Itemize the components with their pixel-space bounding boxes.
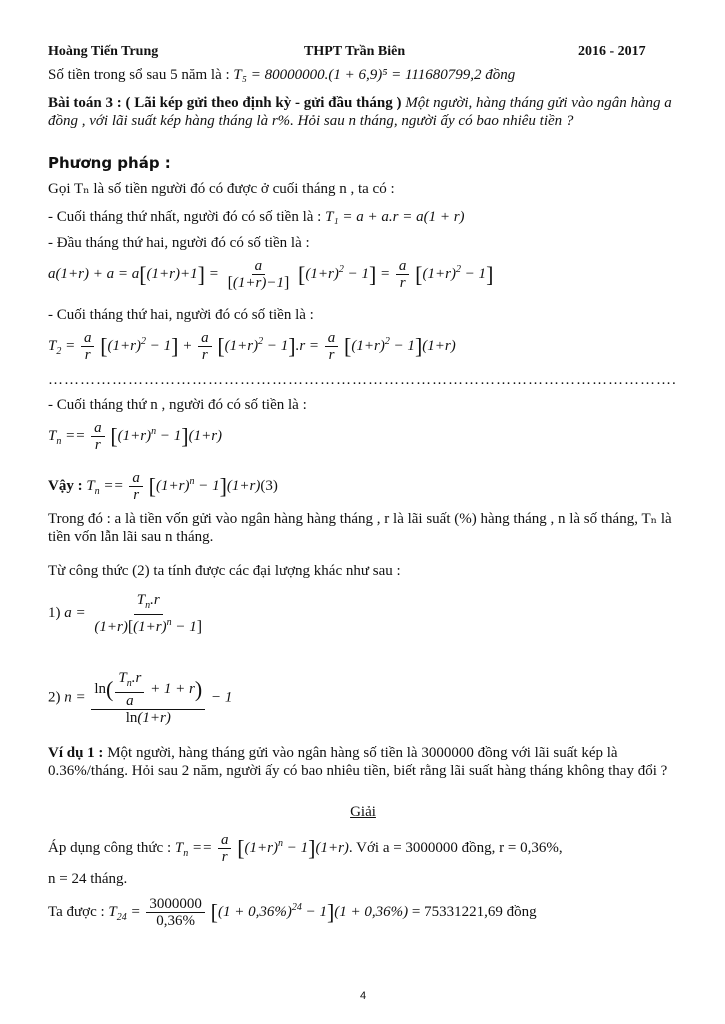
n-value: n = 24 tháng. <box>48 871 128 887</box>
explanation-text: Trong đó : a là tiền vốn gửi vào ngân hàng hàng tháng , r là lãi suất (%) hàng tháng , n là số tháng, Tₙ là tiền vốn lẫn lãi sau n tháng. <box>48 511 672 545</box>
problem-3 <box>48 94 673 130</box>
page-header <box>48 44 678 62</box>
formula-tag: (3) <box>260 477 278 494</box>
header-year: 2016 - 2017 <box>578 44 646 59</box>
example-text: Một người, hàng tháng gửi vào ngân hàng số tiền là 3000000 đồng với lãi suất kép là 0.36%/tháng. Hỏi sau 2 năm, người ấy có bao nhiêu tiền, biết rằng lãi suất hàng tháng không thay đổi ? <box>48 745 668 779</box>
document-page <box>48 0 684 1024</box>
example-1 <box>48 744 673 780</box>
problem-3-title: Bài toán 3 : ( Lãi kép gửi theo định kỳ - gửi đầu tháng ) <box>48 95 402 111</box>
step-1: - Cuối tháng thứ nhất, người đó có số tiền là : T₁ = a + a.r = a(1 + r) <box>48 209 465 225</box>
formula-start-month-2: a(1+r) + a = a[(1+r)+1] = $\frac{a}{[(1+r)-1]}$ $[(1+r)^2 - 1]$ = $\frac{a}{r}$ $[(1+r)^2 - 1]$ <box>48 258 494 292</box>
method-heading: Phương pháp : <box>48 154 171 172</box>
result-line: Ta được : $T_{24}$ = $\frac{3000000}{0,36\%}$ $[(1 + 0,36\%)^{24} - 1](1 + 0,36\%) = 75331221,69$ đồng <box>48 896 537 929</box>
header-school: THPT Trần Biên <box>304 44 406 59</box>
step-2: - Đầu tháng thứ hai, người đó có số tiền là : <box>48 235 310 251</box>
formula-a: 1) a = $\frac{T_n.r}{(1+r)[(1+r)^n - 1]}$ <box>48 592 203 636</box>
method-intro: Gọi Tₙ là số tiền người đó có được ở cuối tháng n , ta có : <box>48 181 395 197</box>
formula-t2: $T_2$ = $\frac{a}{r}$ $[(1+r)^2 - 1]$ + $\frac{a}{r}$ $[(1+r)^2 - 1].r$ = $\frac{a}{r}$ $[(1+r)^2 - 1](1+r)$ <box>48 330 456 363</box>
solution-heading: Giải <box>350 804 376 820</box>
conclusion: Vậy : $T_n$ == $\frac{a}{r}$ $[(1+r)^n - 1](1+r)(3)$ <box>48 470 278 503</box>
header-author: Hoàng Tiến Trung <box>48 44 159 59</box>
page-number: 4 <box>359 990 367 1002</box>
intro-line: Số tiền trong sổ sau 5 năm là : T₅ = 80000000.(1 + 6,9)⁵ = 111680799,2 đồng <box>48 67 516 83</box>
formula-n: 2) n = ln( $\frac{T_n.r}{a}$ + 1 + r) ln(1+r) − 1 <box>48 670 233 726</box>
apply-formula: Áp dụng công thức : $T_n$ == $\frac{a}{r}$ $[(1+r)^n - 1](1+r)$. Với a = 3000000 đồng, r = 0,36%, <box>48 832 563 865</box>
formula-t1: T₁ = a + a.r = a(1 + r) <box>325 209 465 225</box>
formula-t5: T₅ = 80000000.(1 + 6,9)⁵ = 111680799,2 đồng <box>233 67 516 83</box>
problem-3-statement: Một người, hàng tháng gửi vào ngân hàng a đồng , với lãi suất kép hàng tháng là r%. Hỏi sau n tháng, người ấy có bao nhiêu tiền ? <box>48 95 672 129</box>
formula-tn: $T_n$ == $\frac{a}{r}$ $[(1+r)^n - 1](1+r)$ <box>48 420 223 453</box>
step-3: - Cuối tháng thứ hai, người đó có số tiền là : <box>48 307 314 323</box>
derive-text: Từ công thức (2) ta tính được các đại lượng khác như sau : <box>48 563 401 579</box>
step-4: - Cuối tháng thứ n , người đó có số tiền là : <box>48 397 307 413</box>
example-label: Ví dụ 1 : <box>48 745 104 761</box>
ellipsis-dots: ………………………………………………………………………………………………………. <box>48 372 677 388</box>
